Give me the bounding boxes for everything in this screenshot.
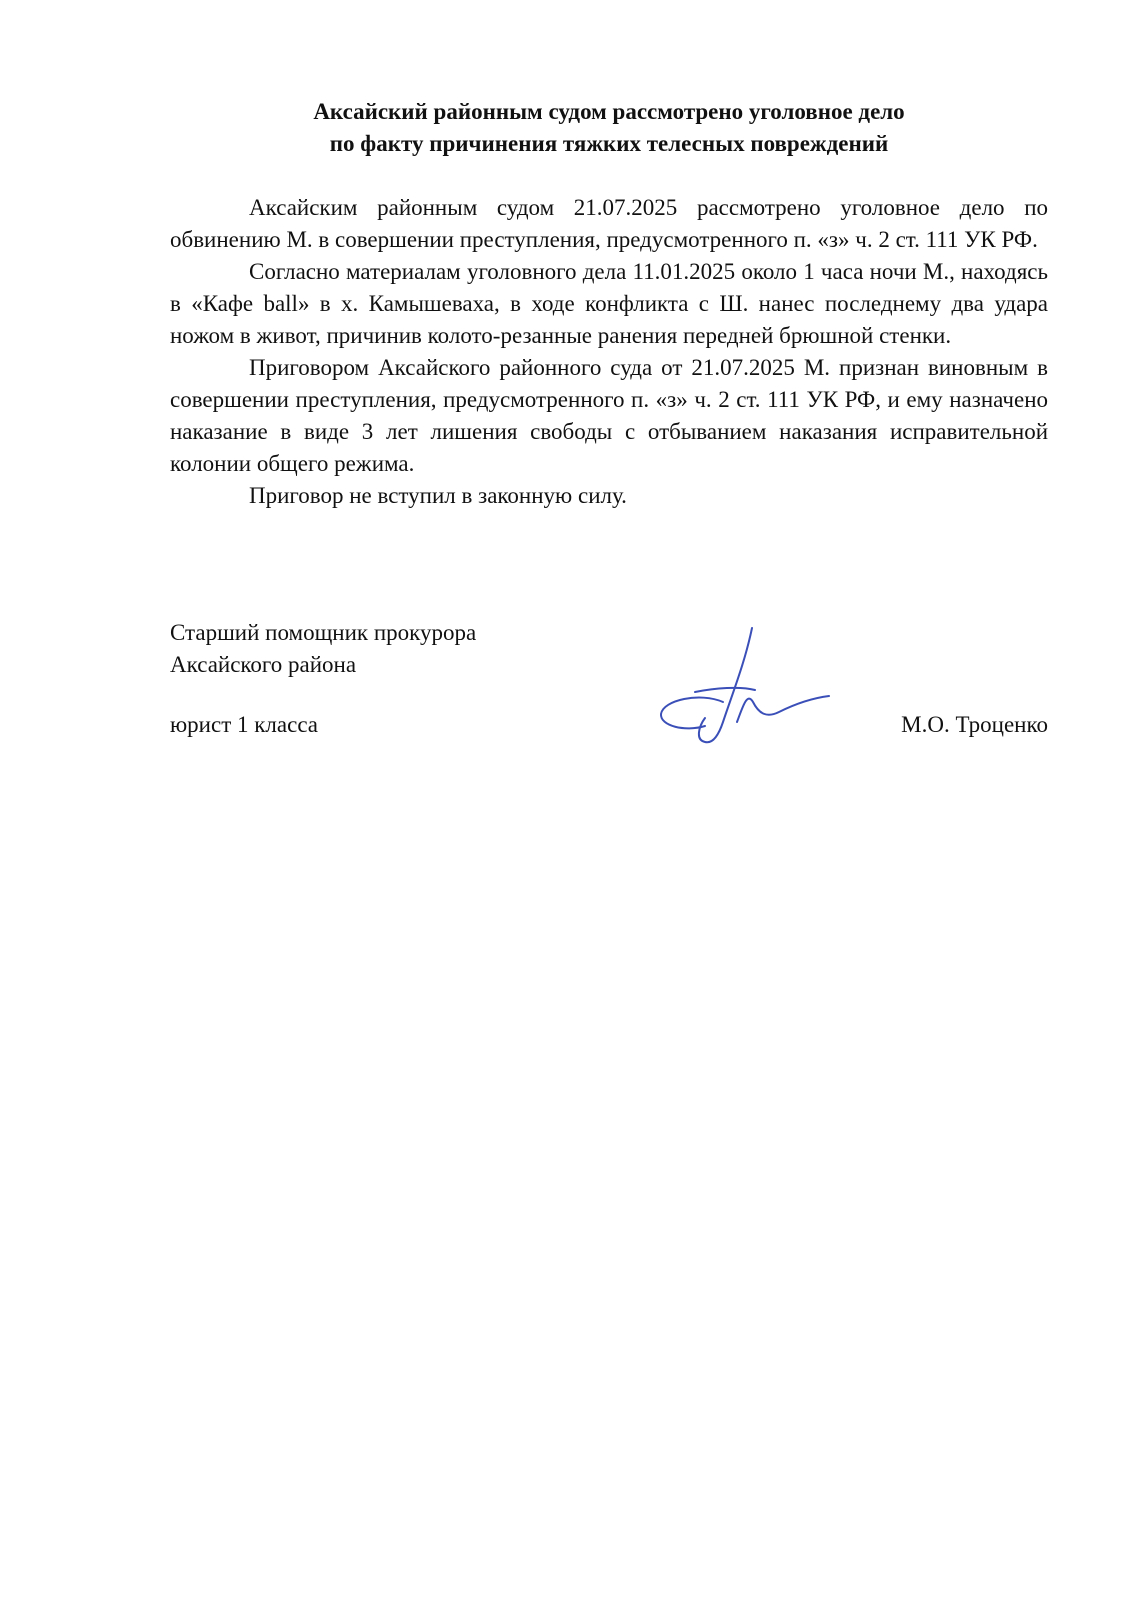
- paragraph-1: Аксайским районным судом 21.07.2025 рассмотрено уголовное дело по обвинению М. в совершении преступления, предусмотренного п. «з» ч. 2 ст. 111 УК РФ.: [170, 195, 1048, 252]
- signatory-position-line-2: Аксайского района: [170, 652, 357, 677]
- title-line-2: по факту причинения тяжких телесных повреждений: [329, 131, 889, 156]
- signature-stroke-tail: [737, 696, 829, 722]
- handwritten-signature: [655, 622, 835, 750]
- signature-stroke-loop: [661, 698, 723, 729]
- document-title: [170, 96, 1048, 160]
- signatory-name: М.О. Троценко: [901, 712, 1048, 737]
- title-line-1: Аксайский районным судом рассмотрено уголовное дело: [313, 99, 905, 124]
- paragraph-2: Согласно материалам уголовного дела 11.01.2025 около 1 часа ночи М., находясь в «Кафе ball» в х. Камышеваха, в ходе конфликта с Ш. нанес последнему два удара ножом в живот, причинив колото-резанные ранения передней брюшной стенки.: [170, 259, 1048, 348]
- paragraph-3: Приговором Аксайского районного суда от 21.07.2025 М. признан виновным в совершении преступления, предусмотренного п. «з» ч. 2 ст. 111 УК РФ, и ему назначено наказание в виде 3 лет лишения свободы с отбыванием наказания исправительной колонии общего режима.: [170, 355, 1048, 476]
- signature-stroke-main: [699, 628, 752, 742]
- signature-stroke-cross: [695, 688, 755, 692]
- paragraph-4: Приговор не вступил в законную силу.: [249, 483, 627, 508]
- document-body: [170, 192, 1048, 512]
- signatory-rank: юрист 1 класса: [170, 712, 319, 737]
- signatory-position-line-1: Старший помощник прокурора: [170, 620, 477, 645]
